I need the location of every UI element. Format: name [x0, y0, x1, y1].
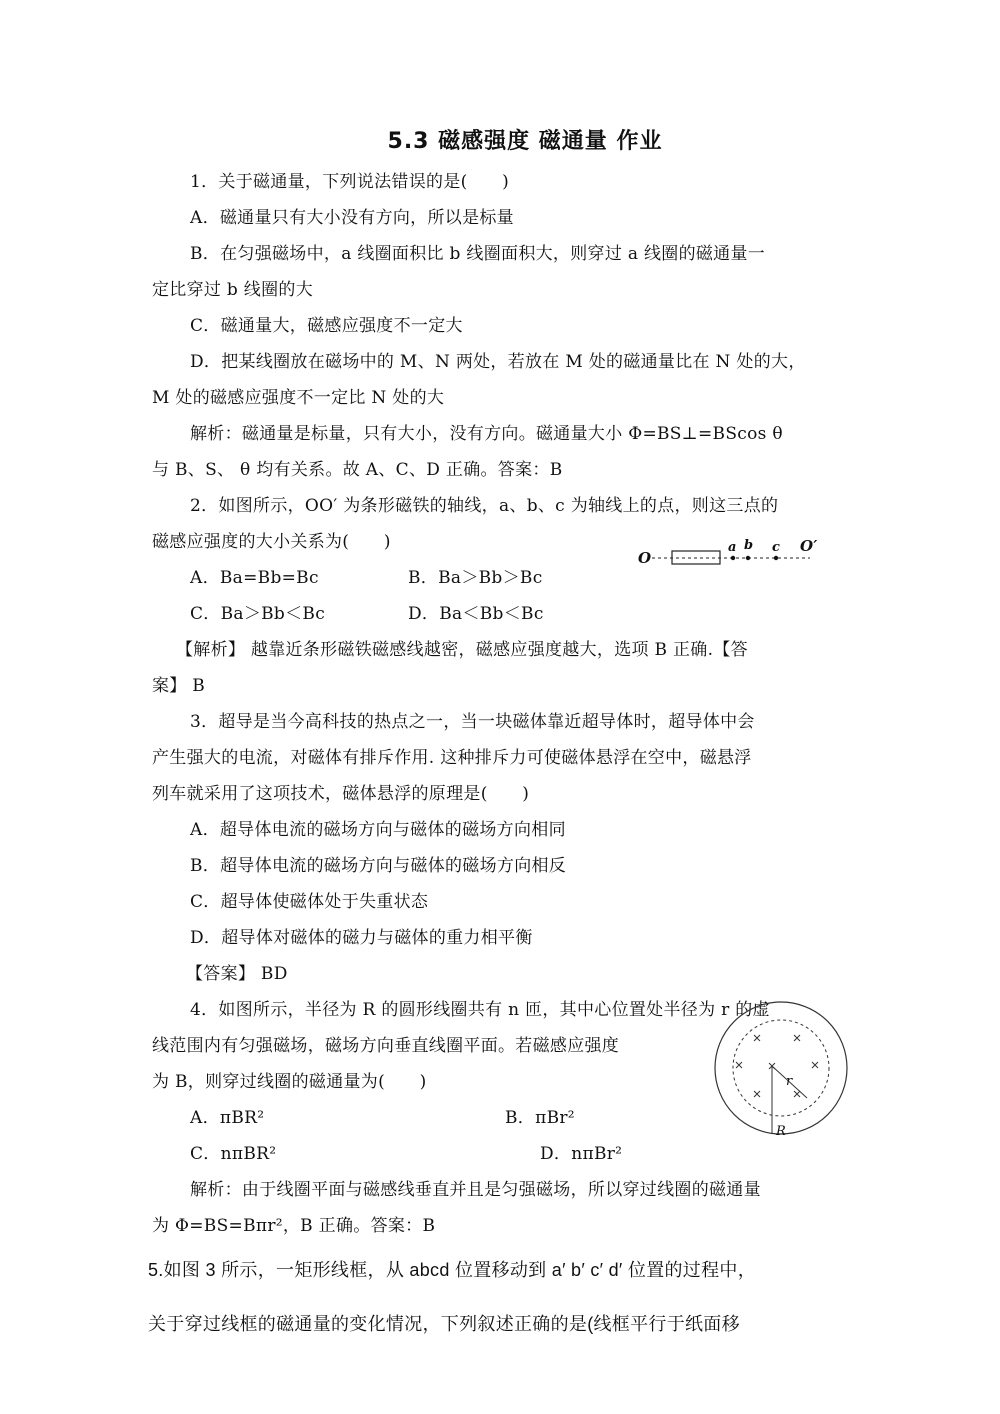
q4-stem-line3: 为 B，则穿过线圈的磁通量为( ): [152, 1072, 427, 1092]
q3-option-c: C．超导体使磁体处于失重状态: [190, 892, 429, 912]
q2-analysis-line2: 案】 B: [152, 676, 206, 696]
label-r: r: [786, 1074, 793, 1089]
q2-stem-line1: 2．如图所示，OO′ 为条形磁铁的轴线，a、b、c 为轴线上的点，则这三点的: [190, 496, 779, 516]
q4-stem-line1: 4．如图所示，半径为 R 的圆形线圈共有 n 匝，其中心位置处半径为 r 的虚: [190, 1000, 770, 1020]
q2-option-a: A．Ba=Bb=Bc: [190, 568, 319, 588]
q2-analysis-line1: 【解析】 越靠近条形磁铁磁感线越密，磁感应强度越大，选项 B 正确.【答: [176, 640, 748, 660]
q1-option-a: A．磁通量只有大小没有方向，所以是标量: [190, 208, 514, 228]
q4-option-a: A．πBR²: [190, 1108, 265, 1128]
q1-analysis-line2: 与 B、S、 θ 均有关系。故 A、C、D 正确。答案：B: [152, 460, 563, 480]
q5-stem-line2: 关于穿过线框的磁通量的变化情况，下列叙述正确的是(线框平行于纸面移: [148, 1314, 740, 1334]
q4-analysis-line2: 为 Φ=BS=Bπr²，B 正确。答案：B: [152, 1216, 436, 1236]
q1-stem: 1．关于磁通量，下列说法错误的是( ): [190, 172, 510, 192]
q4-option-b: B．πBr²: [505, 1108, 575, 1128]
circular-coil-figure: [708, 990, 858, 1160]
q2-option-d: D．Ba＜Bb＜Bc: [408, 604, 544, 624]
q5-stem-line1: 5.如图 3 所示，一矩形线框，从 abcd 位置移动到 a′ b′ c′ d′ 位置的过程中，: [148, 1260, 756, 1280]
label-a: a: [728, 540, 737, 555]
q4-stem-line2: 线范围内有匀强磁场，磁场方向垂直线圈平面。若磁感应强度: [152, 1036, 620, 1056]
q1-option-d-line1: D．把某线圈放在磁场中的 M、N 两处，若放在 M 处的磁通量比在 N 处的大，: [190, 352, 806, 372]
q2-option-b: B．Ba＞Bb＞Bc: [408, 568, 543, 588]
q1-option-d-line2: M 处的磁感应强度不一定比 N 处的大: [152, 388, 445, 408]
label-o: O: [638, 549, 652, 567]
label-big-r: R: [776, 1124, 787, 1139]
label-b: b: [744, 538, 754, 553]
q1-option-c: C．磁通量大，磁感应强度不一定大: [190, 316, 463, 336]
q3-stem-line3: 列车就采用了这项技术，磁体悬浮的原理是( ): [152, 784, 530, 804]
q1-analysis-line1: 解析：磁通量是标量，只有大小，没有方向。磁通量大小 Φ=BS⊥=BScos θ: [190, 424, 783, 444]
q3-answer: 【答案】 BD: [186, 964, 288, 984]
q1-option-b-line2: 定比穿过 b 线圈的大: [152, 280, 313, 300]
q3-option-b: B．超导体电流的磁场方向与磁体的磁场方向相反: [190, 856, 567, 876]
q4-option-c: C．nπBR²: [190, 1144, 277, 1164]
q3-option-a: A．超导体电流的磁场方向与磁体的磁场方向相同: [190, 820, 566, 840]
q1-option-b-line1: B．在匀强磁场中，a 线圈面积比 b 线圈面积大，则穿过 a 线圈的磁通量一: [190, 244, 766, 264]
label-c: c: [772, 540, 781, 555]
page-title: 5.3 磁感强度 磁通量 作业: [387, 129, 663, 154]
q3-stem-line1: 3．超导是当今高科技的热点之一，当一块磁体靠近超导体时，超导体中会: [190, 712, 755, 732]
q3-option-d: D．超导体对磁体的磁力与磁体的重力相平衡: [190, 928, 533, 948]
q4-option-d: D．nπBr²: [540, 1144, 623, 1164]
bar-magnet-figure: [630, 536, 830, 570]
q2-option-c: C．Ba＞Bb＜Bc: [190, 604, 326, 624]
label-o-prime: O′: [800, 537, 818, 555]
q2-stem-line2: 磁感应强度的大小关系为( ): [152, 532, 391, 552]
q4-analysis-line1: 解析：由于线圈平面与磁感线垂直并且是匀强磁场，所以穿过线圈的磁通量: [190, 1180, 761, 1200]
q3-stem-line2: 产生强大的电流，对磁体有排斥作用. 这种排斥力可使磁体悬浮在空中，磁悬浮: [152, 748, 752, 768]
